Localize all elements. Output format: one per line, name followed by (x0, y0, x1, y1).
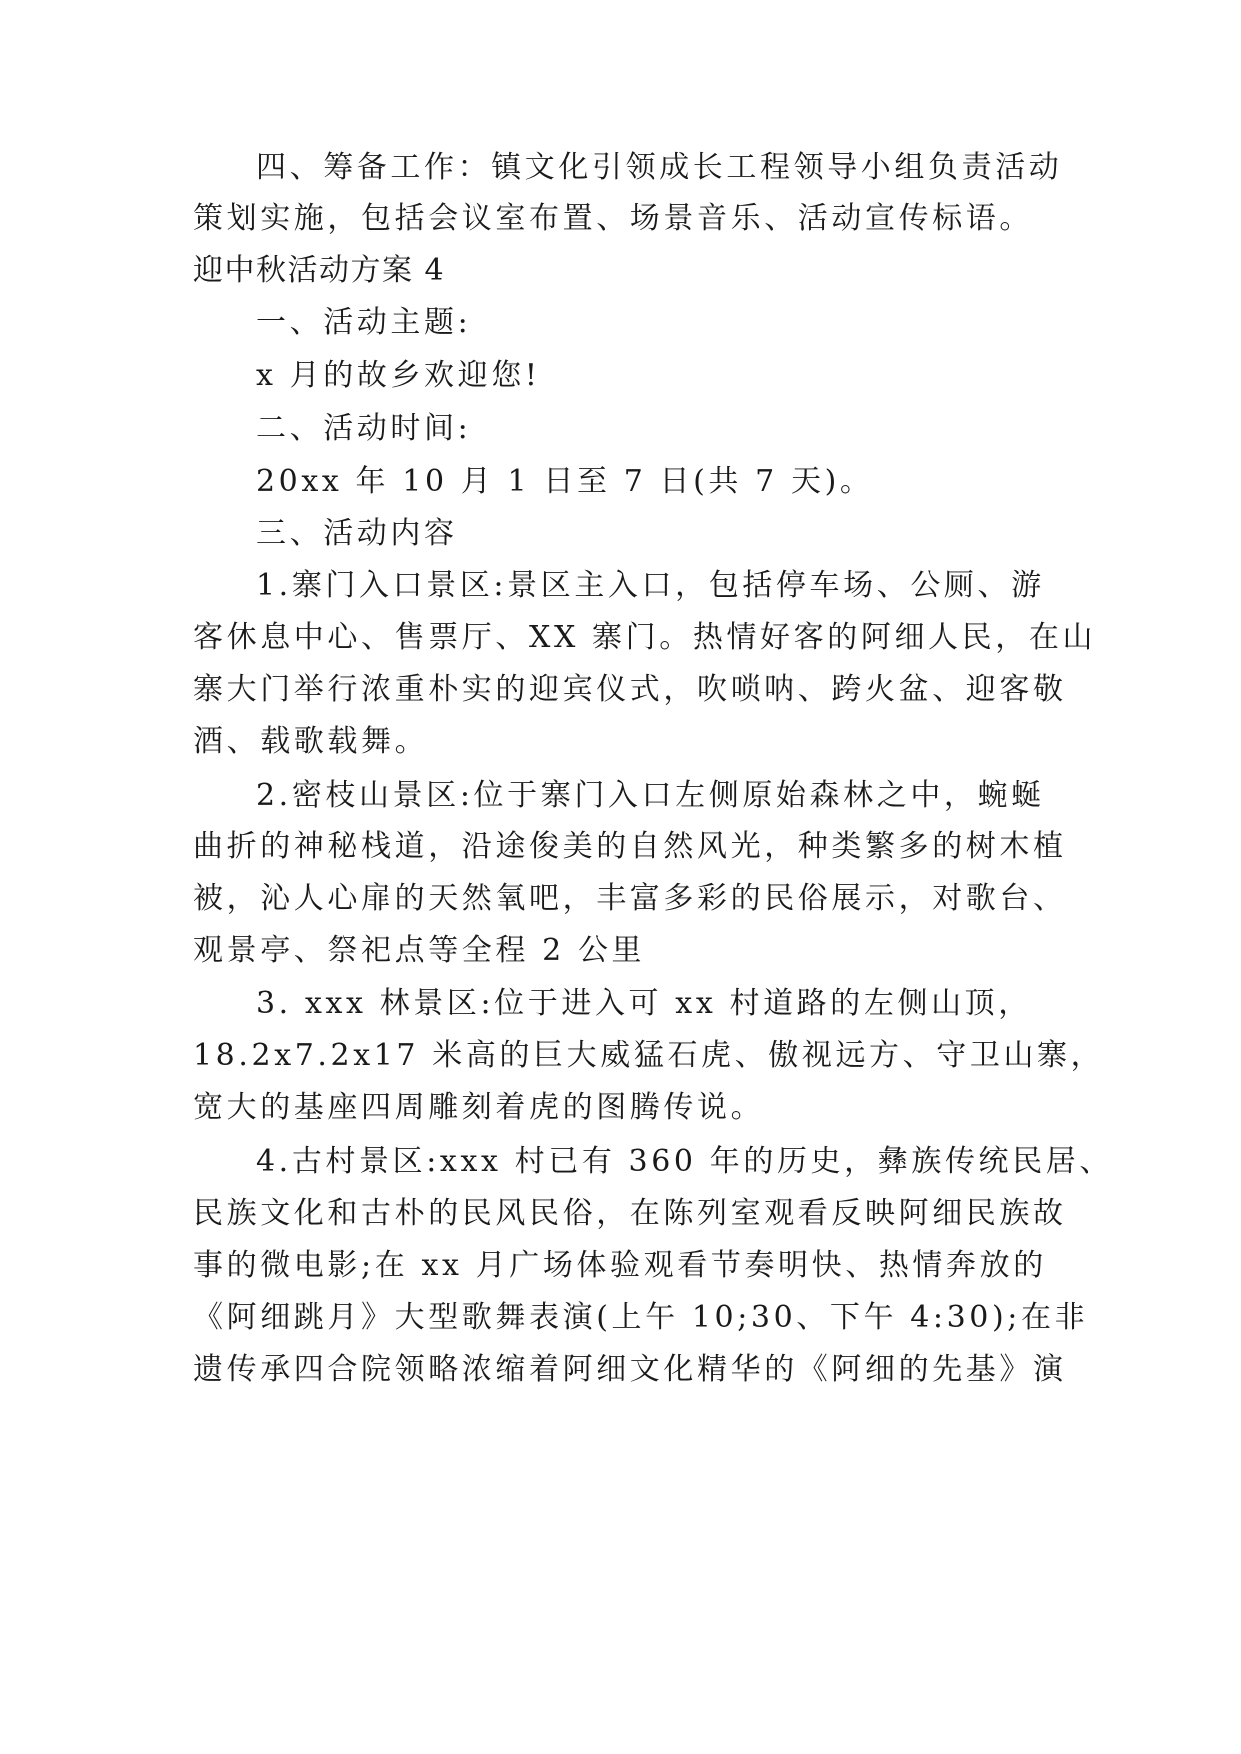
section-title: 迎中秋活动方案 4 (193, 253, 446, 288)
text-line: 4.古村景区:xxx 村已有 360 年的历史，彝族传统民居、 (256, 1144, 1113, 1179)
text-line: 三、活动内容 (256, 516, 458, 551)
text-line: 酒、载歌载舞。 (193, 724, 429, 759)
text-line: 宽大的基座四周雕刻着虎的图腾传说。 (193, 1090, 765, 1125)
text-line: 客休息中心、售票厅、XX 寨门。热情好客的阿细人民，在山 (193, 620, 1097, 655)
text-line: 观景亭、祭祀点等全程 2 公里 (193, 933, 646, 968)
text-line: 1.寨门入口景区:景区主入口，包括停车场、公厕、游 (256, 568, 1045, 603)
text-line: 被，沁人心扉的天然氧吧，丰富多彩的民俗展示，对歌台、 (193, 881, 1067, 916)
text-line: x 月的故乡欢迎您! (256, 358, 541, 393)
text-line: 一、活动主题: (256, 305, 472, 340)
text-line: 四、筹备工作：镇文化引领成长工程领导小组负责活动 (256, 150, 1063, 185)
text-line: 2.密枝山景区:位于寨门入口左侧原始森林之中，蜿蜒 (256, 778, 1045, 813)
text-line: 策划实施，包括会议室布置、场景音乐、活动宣传标语。 (193, 201, 1033, 236)
text-line: 18.2x7.2x17 米高的巨大威猛石虎、傲视远方、守卫山寨， (193, 1038, 1105, 1073)
text-line: 曲折的神秘栈道，沿途俊美的自然风光，种类繁多的树木植 (193, 829, 1067, 864)
text-line: 《阿细跳月》大型歌舞表演(上午 10;30、下午 4:30);在非 (193, 1300, 1089, 1335)
text-line: 事的微电影;在 xx 月广场体验观看节奏明快、热情奔放的 (193, 1248, 1047, 1283)
text-line: 遗传承四合院领略浓缩着阿细文化精华的《阿细的先基》演 (193, 1352, 1067, 1387)
text-line: 20xx 年 10 月 1 日至 7 日(共 7 天)。 (256, 464, 874, 499)
text-line: 寨大门举行浓重朴实的迎宾仪式，吹唢呐、跨火盆、迎客敬 (193, 672, 1067, 707)
text-line: 民族文化和古朴的民风民俗，在陈列室观看反映阿细民族故 (193, 1196, 1067, 1231)
text-line: 二、活动时间: (256, 411, 472, 446)
text-line: 3. xxx 林景区:位于进入可 xx 村道路的左侧山顶， (256, 986, 1032, 1021)
